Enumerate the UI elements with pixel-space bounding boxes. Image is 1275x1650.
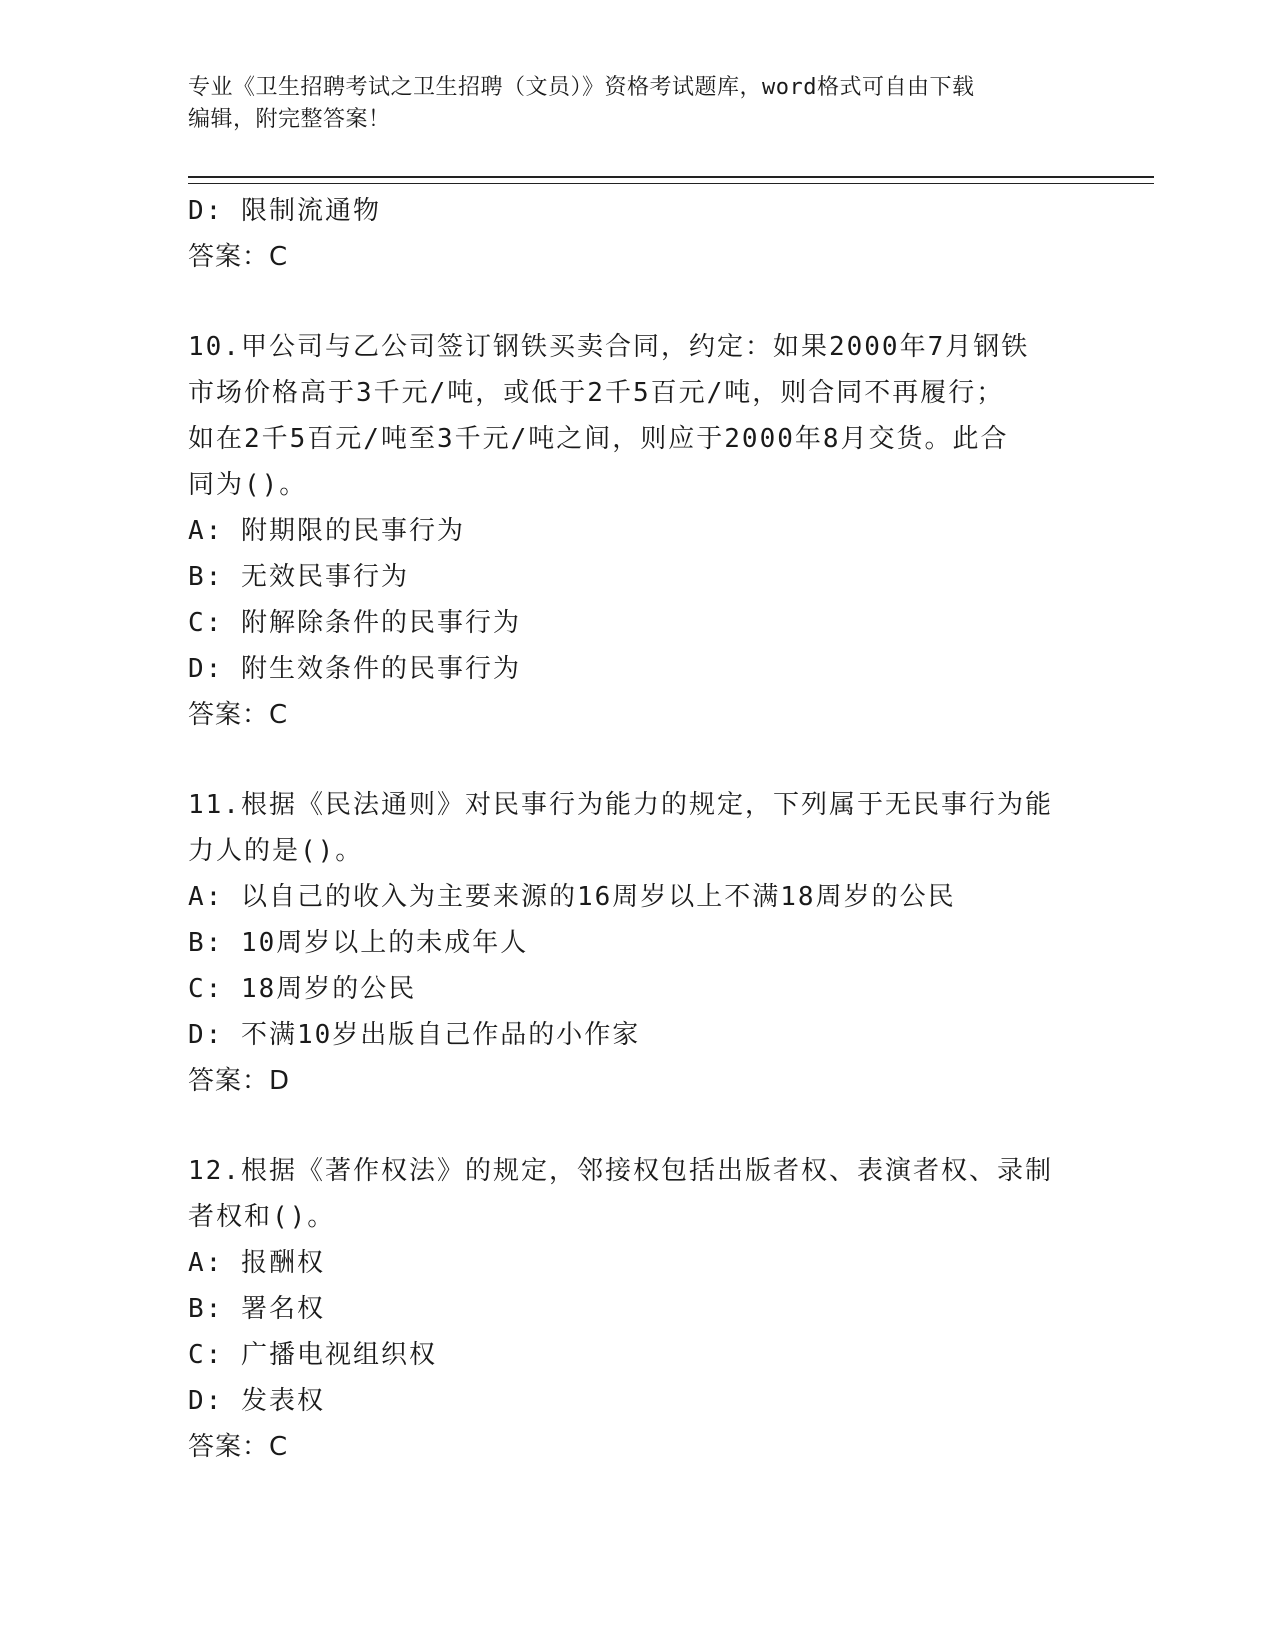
header-line-2: 编辑，附完整答案！ xyxy=(188,107,391,132)
header-divider-thin xyxy=(188,183,1154,184)
question-10-line-2: 市场价格高于3千元/吨，或低于2千5百元/吨，则合同不再履行； xyxy=(188,378,1005,408)
header-divider-thick xyxy=(188,176,1154,178)
prev-answer: 答案：C xyxy=(188,242,289,272)
spacer xyxy=(188,738,1088,782)
question-11-line-2: 力人的是()。 xyxy=(188,836,364,866)
question-12-option-c: C: 广播电视组织权 xyxy=(188,1340,437,1370)
question-10 xyxy=(188,324,1088,738)
question-content xyxy=(188,188,1088,1470)
question-10-answer: 答案：C xyxy=(188,700,289,730)
question-10-option-c: C: 附解除条件的民事行为 xyxy=(188,608,521,638)
question-12 xyxy=(188,1148,1088,1470)
prev-option-d: D: 限制流通物 xyxy=(188,196,381,226)
spacer xyxy=(188,1104,1088,1148)
question-11 xyxy=(188,782,1088,1104)
question-12-option-b: B: 署名权 xyxy=(188,1294,325,1324)
question-12-answer: 答案：C xyxy=(188,1432,289,1462)
question-12-option-d: D: 发表权 xyxy=(188,1386,325,1416)
question-12-line-2: 者权和()。 xyxy=(188,1202,336,1232)
page-header xyxy=(188,72,1088,136)
question-10-line-3: 如在2千5百元/吨至3千元/吨之间，则应于2000年8月交货。此合 xyxy=(188,424,1009,454)
question-10-option-b: B: 无效民事行为 xyxy=(188,562,409,592)
question-10-line-4: 同为()。 xyxy=(188,470,308,500)
question-11-option-d: D: 不满10岁出版自己作品的小作家 xyxy=(188,1020,641,1050)
question-11-line-1: 11.根据《民法通则》对民事行为能力的规定，下列属于无民事行为能 xyxy=(188,790,1053,820)
question-10-line-1: 10.甲公司与乙公司签订钢铁买卖合同，约定：如果2000年7月钢铁 xyxy=(188,332,1030,362)
spacer xyxy=(188,280,1088,324)
question-10-option-a: A: 附期限的民事行为 xyxy=(188,516,465,546)
question-11-option-a: A: 以自己的收入为主要来源的16周岁以上不满18周岁的公民 xyxy=(188,882,956,912)
question-11-answer: 答案：D xyxy=(188,1066,291,1096)
question-11-option-b: B: 10周岁以上的未成年人 xyxy=(188,928,529,958)
question-12-line-1: 12.根据《著作权法》的规定，邻接权包括出版者权、表演者权、录制 xyxy=(188,1156,1053,1186)
question-11-option-c: C: 18周岁的公民 xyxy=(188,974,417,1004)
header-line-1: 专业《卫生招聘考试之卫生招聘（文员）》资格考试题库，word格式可自由下载 xyxy=(188,75,975,100)
question-12-option-a: A: 报酬权 xyxy=(188,1248,325,1278)
question-10-option-d: D: 附生效条件的民事行为 xyxy=(188,654,521,684)
